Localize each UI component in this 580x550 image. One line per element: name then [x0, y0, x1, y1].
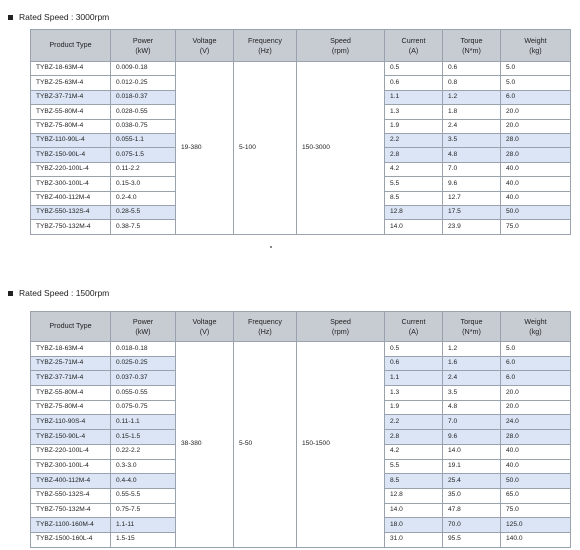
cell-torque: 17.5 — [443, 205, 501, 219]
cell-torque: 23.9 — [443, 220, 501, 234]
cell-current: 31.0 — [385, 532, 443, 547]
cell-current: 2.8 — [385, 430, 443, 445]
cell-torque: 7.0 — [443, 162, 501, 176]
section-title-text: Rated Speed : 1500rpm — [19, 288, 110, 298]
cell-weight: 125.0 — [501, 518, 571, 533]
header-row — [31, 312, 571, 342]
cell-product-type: TYBZ-55-80M-4 — [31, 105, 111, 119]
cell-current: 18.0 — [385, 518, 443, 533]
bullet-square-icon — [8, 15, 13, 20]
cell-weight: 40.0 — [501, 177, 571, 191]
cell-torque: 4.8 — [443, 400, 501, 415]
cell-weight: 6.0 — [501, 90, 571, 104]
cell-weight: 40.0 — [501, 459, 571, 474]
cell-frequency-merged: 5-50 — [234, 342, 297, 548]
cell-torque: 1.8 — [443, 105, 501, 119]
cell-product-type: TYBZ-75-80M-4 — [31, 119, 111, 133]
cell-product-type: TYBZ-1100-160M-4 — [31, 518, 111, 533]
cell-product-type: TYBZ-220-100L-4 — [31, 162, 111, 176]
cell-power: 0.11-1.1 — [111, 415, 176, 430]
col-header-current: Current (A) — [385, 312, 443, 342]
cell-weight: 75.0 — [501, 220, 571, 234]
cell-power: 0.055-0.55 — [111, 386, 176, 401]
cell-weight: 20.0 — [501, 105, 571, 119]
col-header-torque: Torque (N*m) — [443, 30, 501, 62]
cell-product-type: TYBZ-37-71M-4 — [31, 90, 111, 104]
cell-current: 14.0 — [385, 220, 443, 234]
cell-product-type: TYBZ-550-132S-4 — [31, 205, 111, 219]
col-header-voltage: Voltage (V) — [176, 312, 234, 342]
cell-power: 0.3-3.0 — [111, 459, 176, 474]
cell-power: 0.012-0.25 — [111, 76, 176, 90]
cell-current: 2.2 — [385, 133, 443, 147]
cell-power: 0.037-0.37 — [111, 371, 176, 386]
col-header-weight: Weight (kg) — [501, 312, 571, 342]
cell-weight: 50.0 — [501, 474, 571, 489]
cell-product-type: TYBZ-300-100L-4 — [31, 459, 111, 474]
cell-current: 0.6 — [385, 356, 443, 371]
cell-weight: 5.0 — [501, 76, 571, 90]
cell-torque: 7.0 — [443, 415, 501, 430]
col-header-speed: Speed (rpm) — [297, 312, 385, 342]
cell-weight: 40.0 — [501, 162, 571, 176]
cell-product-type: TYBZ-110-90S-4 — [31, 415, 111, 430]
cell-current: 12.8 — [385, 488, 443, 503]
cell-product-type: TYBZ-400-112M-4 — [31, 474, 111, 489]
col-header-power: Power (kW) — [111, 30, 176, 62]
cell-power: 0.55-5.5 — [111, 488, 176, 503]
cell-weight: 6.0 — [501, 356, 571, 371]
cell-torque: 95.5 — [443, 532, 501, 547]
cell-power: 0.075-1.5 — [111, 148, 176, 162]
cell-power: 1.1-11 — [111, 518, 176, 533]
cell-product-type: TYBZ-37-71M-4 — [31, 371, 111, 386]
col-header-power: Power (kW) — [111, 312, 176, 342]
cell-power: 0.2-4.0 — [111, 191, 176, 205]
cell-power: 0.28-5.5 — [111, 205, 176, 219]
cell-weight: 20.0 — [501, 119, 571, 133]
spec-table-1500rpm — [30, 311, 571, 548]
section-title-3000rpm — [8, 12, 109, 22]
cell-weight: 40.0 — [501, 444, 571, 459]
cell-torque: 9.6 — [443, 430, 501, 445]
cell-product-type: TYBZ-18-63M-4 — [31, 62, 111, 76]
cell-power: 0.055-1.1 — [111, 133, 176, 147]
cell-current: 0.5 — [385, 62, 443, 76]
cell-speed-merged: 150-3000 — [297, 62, 385, 235]
col-header-current: Current (A) — [385, 30, 443, 62]
cell-product-type: TYBZ-400-112M-4 — [31, 191, 111, 205]
cell-power: 0.009-0.18 — [111, 62, 176, 76]
cell-product-type: TYBZ-750-132M-4 — [31, 220, 111, 234]
cell-voltage-merged: 38-380 — [176, 342, 234, 548]
cell-weight: 28.0 — [501, 430, 571, 445]
cell-torque: 47.8 — [443, 503, 501, 518]
cell-voltage-merged: 19-380 — [176, 62, 234, 235]
cell-weight: 140.0 — [501, 532, 571, 547]
cell-frequency-merged: 5-100 — [234, 62, 297, 235]
cell-current: 12.8 — [385, 205, 443, 219]
header-row — [31, 30, 571, 62]
cell-torque: 14.0 — [443, 444, 501, 459]
cell-weight: 20.0 — [501, 400, 571, 415]
cell-current: 1.3 — [385, 386, 443, 401]
cell-product-type: TYBZ-25-71M-4 — [31, 356, 111, 371]
cell-power: 0.11-2.2 — [111, 162, 176, 176]
table-row — [31, 62, 571, 76]
col-header-product-type: Product Type — [31, 312, 111, 342]
spec-table-3000rpm — [30, 29, 571, 235]
cell-torque: 19.1 — [443, 459, 501, 474]
cell-power: 0.018-0.37 — [111, 90, 176, 104]
cell-weight: 6.0 — [501, 371, 571, 386]
cell-torque: 12.7 — [443, 191, 501, 205]
cell-power: 0.075-0.75 — [111, 400, 176, 415]
cell-power: 0.15-3.0 — [111, 177, 176, 191]
cell-power: 0.4-4.0 — [111, 474, 176, 489]
cell-current: 1.3 — [385, 105, 443, 119]
cell-torque: 4.8 — [443, 148, 501, 162]
section-title-text: Rated Speed : 3000rpm — [19, 12, 110, 22]
cell-power: 0.028-0.55 — [111, 105, 176, 119]
section-title-1500rpm — [8, 288, 109, 298]
cell-current: 1.1 — [385, 371, 443, 386]
cell-product-type: TYBZ-750-132M-4 — [31, 503, 111, 518]
bullet-square-icon — [8, 291, 13, 296]
cell-torque: 35.0 — [443, 488, 501, 503]
cell-power: 0.018-0.18 — [111, 342, 176, 357]
col-header-torque: Torque (N*m) — [443, 312, 501, 342]
cell-current: 4.2 — [385, 162, 443, 176]
cell-weight: 20.0 — [501, 386, 571, 401]
cell-weight: 28.0 — [501, 148, 571, 162]
cell-product-type: TYBZ-550-132S-4 — [31, 488, 111, 503]
cell-power: 0.75-7.5 — [111, 503, 176, 518]
cell-power: 0.15-1.5 — [111, 430, 176, 445]
cell-torque: 9.6 — [443, 177, 501, 191]
cell-current: 1.1 — [385, 90, 443, 104]
cell-product-type: TYBZ-25-63M-4 — [31, 76, 111, 90]
col-header-frequency: Frequency (Hz) — [234, 312, 297, 342]
cell-weight: 75.0 — [501, 503, 571, 518]
cell-weight: 5.0 — [501, 342, 571, 357]
cell-power: 1.5-15 — [111, 532, 176, 547]
cell-torque: 70.0 — [443, 518, 501, 533]
cell-current: 14.0 — [385, 503, 443, 518]
cell-torque: 2.4 — [443, 119, 501, 133]
cell-product-type: TYBZ-55-80M-4 — [31, 386, 111, 401]
cell-current: 8.5 — [385, 474, 443, 489]
cell-weight: 65.0 — [501, 488, 571, 503]
cell-current: 4.2 — [385, 444, 443, 459]
cell-torque: 1.2 — [443, 342, 501, 357]
cell-torque: 0.6 — [443, 62, 501, 76]
cell-current: 5.5 — [385, 459, 443, 474]
cell-current: 5.5 — [385, 177, 443, 191]
cell-torque: 3.5 — [443, 386, 501, 401]
cell-current: 8.5 — [385, 191, 443, 205]
col-header-product-type: Product Type — [31, 30, 111, 62]
cell-power: 0.22-2.2 — [111, 444, 176, 459]
cell-current: 1.9 — [385, 400, 443, 415]
cell-torque: 2.4 — [443, 371, 501, 386]
cell-weight: 40.0 — [501, 191, 571, 205]
cell-torque: 1.6 — [443, 356, 501, 371]
cell-current: 2.8 — [385, 148, 443, 162]
cell-torque: 1.2 — [443, 90, 501, 104]
cell-product-type: TYBZ-150-90L-4 — [31, 430, 111, 445]
col-header-frequency: Frequency (Hz) — [234, 30, 297, 62]
cell-product-type: TYBZ-18-63M-4 — [31, 342, 111, 357]
cell-current: 2.2 — [385, 415, 443, 430]
cell-torque: 3.5 — [443, 133, 501, 147]
table-row — [31, 342, 571, 357]
cell-speed-merged: 150-1500 — [297, 342, 385, 548]
cell-product-type: TYBZ-75-80M-4 — [31, 400, 111, 415]
cell-product-type: TYBZ-150-90L-4 — [31, 148, 111, 162]
cell-torque: 0.8 — [443, 76, 501, 90]
cell-current: 0.6 — [385, 76, 443, 90]
cell-weight: 28.0 — [501, 133, 571, 147]
cell-power: 0.38-7.5 — [111, 220, 176, 234]
cell-weight: 5.0 — [501, 62, 571, 76]
cell-current: 0.5 — [385, 342, 443, 357]
col-header-weight: Weight (kg) — [501, 30, 571, 62]
cell-weight: 50.0 — [501, 205, 571, 219]
separator-dot — [270, 246, 272, 248]
cell-product-type: TYBZ-110-90L-4 — [31, 133, 111, 147]
cell-current: 1.9 — [385, 119, 443, 133]
cell-product-type: TYBZ-300-100L-4 — [31, 177, 111, 191]
cell-power: 0.038-0.75 — [111, 119, 176, 133]
cell-torque: 25.4 — [443, 474, 501, 489]
cell-product-type: TYBZ-220-100L-4 — [31, 444, 111, 459]
cell-product-type: TYBZ-1500-160L-4 — [31, 532, 111, 547]
col-header-voltage: Voltage (V) — [176, 30, 234, 62]
col-header-speed: Speed (rpm) — [297, 30, 385, 62]
cell-weight: 24.0 — [501, 415, 571, 430]
cell-power: 0.025-0.25 — [111, 356, 176, 371]
